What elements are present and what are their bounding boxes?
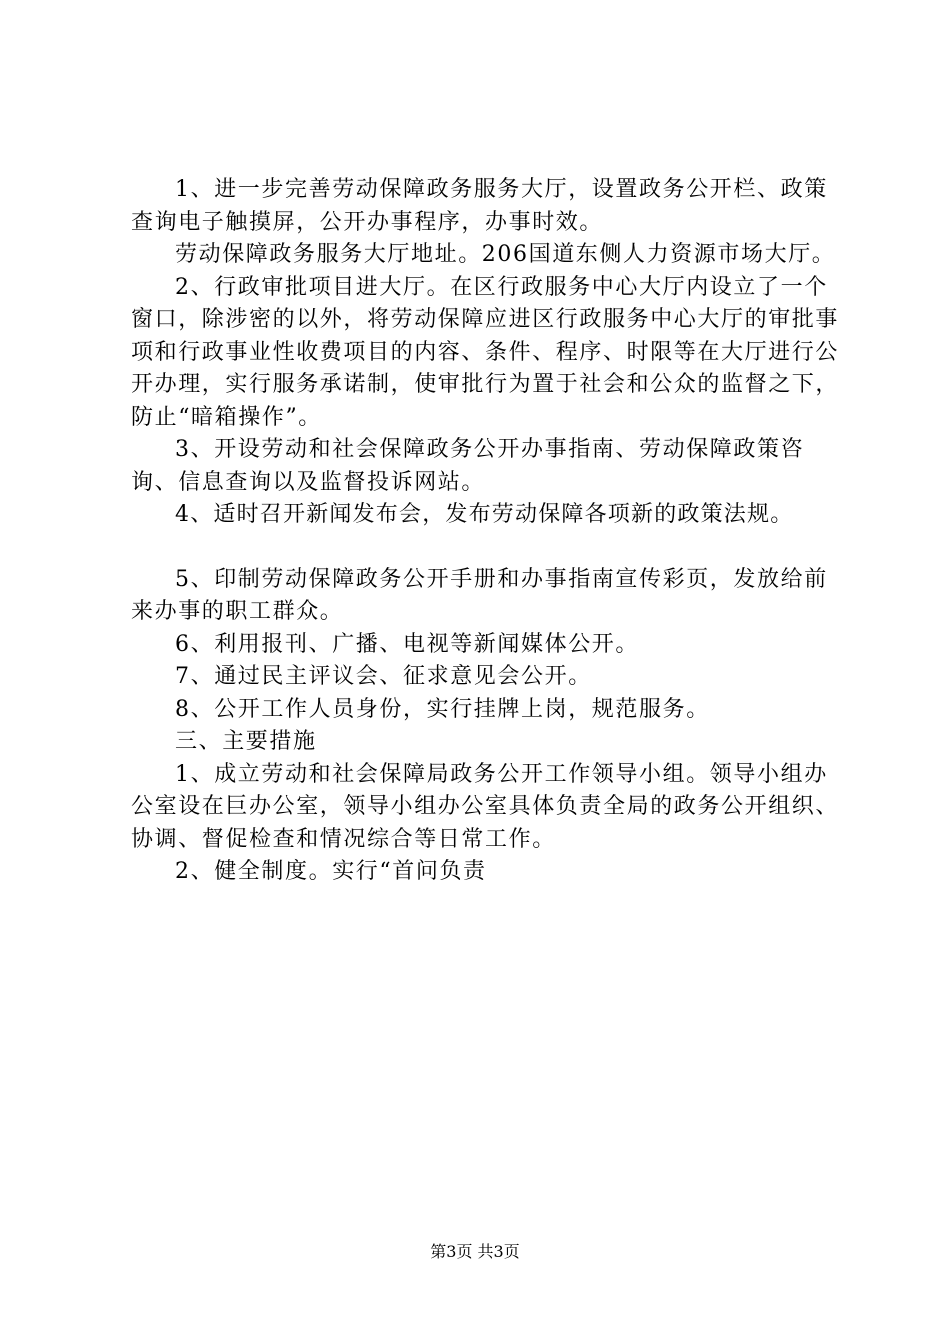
paragraph-4: 3、开设劳动和社会保障政务公开办事指南、劳动保障政策咨询、信息查询以及监督投诉网站。 xyxy=(131,437,805,495)
paragraph-2: 劳动保障政务服务大厅地址。206国道东侧人力资源市场大厅。 xyxy=(175,242,836,267)
paragraph-1: 1、进一步完善劳动保障政务服务大厅，设置政务公开栏、政策查询电子触摸屏，公开办事程序，办事时效。 xyxy=(131,177,828,235)
paragraph-5: 4、适时召开新闻发布会，发布劳动保障各项新的政策法规。 xyxy=(175,502,794,527)
paragraph-9: 8、公开工作人员身份，实行挂牌上岗，规范服务。 xyxy=(175,696,710,722)
page-footer: 第3页 共3页 xyxy=(430,1242,520,1261)
paragraph-10: 1、成立劳动和社会保障局政务公开工作领导小组。领导小组办公室设在巨办公室，领导小组办公室具体负责全局的政务公开组织、协调、督促检查和情况综合等日常工作。 xyxy=(131,761,840,852)
paragraph-6: 5、印制劳动保障政务公开手册和办事指南宣传彩页，发放给前来办事的职工群众。 xyxy=(131,566,828,624)
document-body xyxy=(131,174,851,889)
paragraph-7: 6、利用报刊、广播、电视等新闻媒体公开。 xyxy=(175,631,639,657)
section-heading: 三、主要措施 xyxy=(175,729,317,754)
paragraph-3: 2、行政审批项目进大厅。在区行政服务中心大厅内设立了一个窗口，除涉密的以外，将劳动保障应进区行政服务中心大厅的审批事项和行政事业性收费项目的内容、条件、程序、时限等在大厅进行公开办理，实行服务承诺制，使审批行为置于社会和公众的监督之下，防止“暗箱操作”。 xyxy=(131,274,840,430)
paragraph-11: 2、健全制度。实行“首问负责 xyxy=(175,859,487,884)
paragraph-8: 7、通过民主评议会、征求意见会公开。 xyxy=(175,664,592,689)
